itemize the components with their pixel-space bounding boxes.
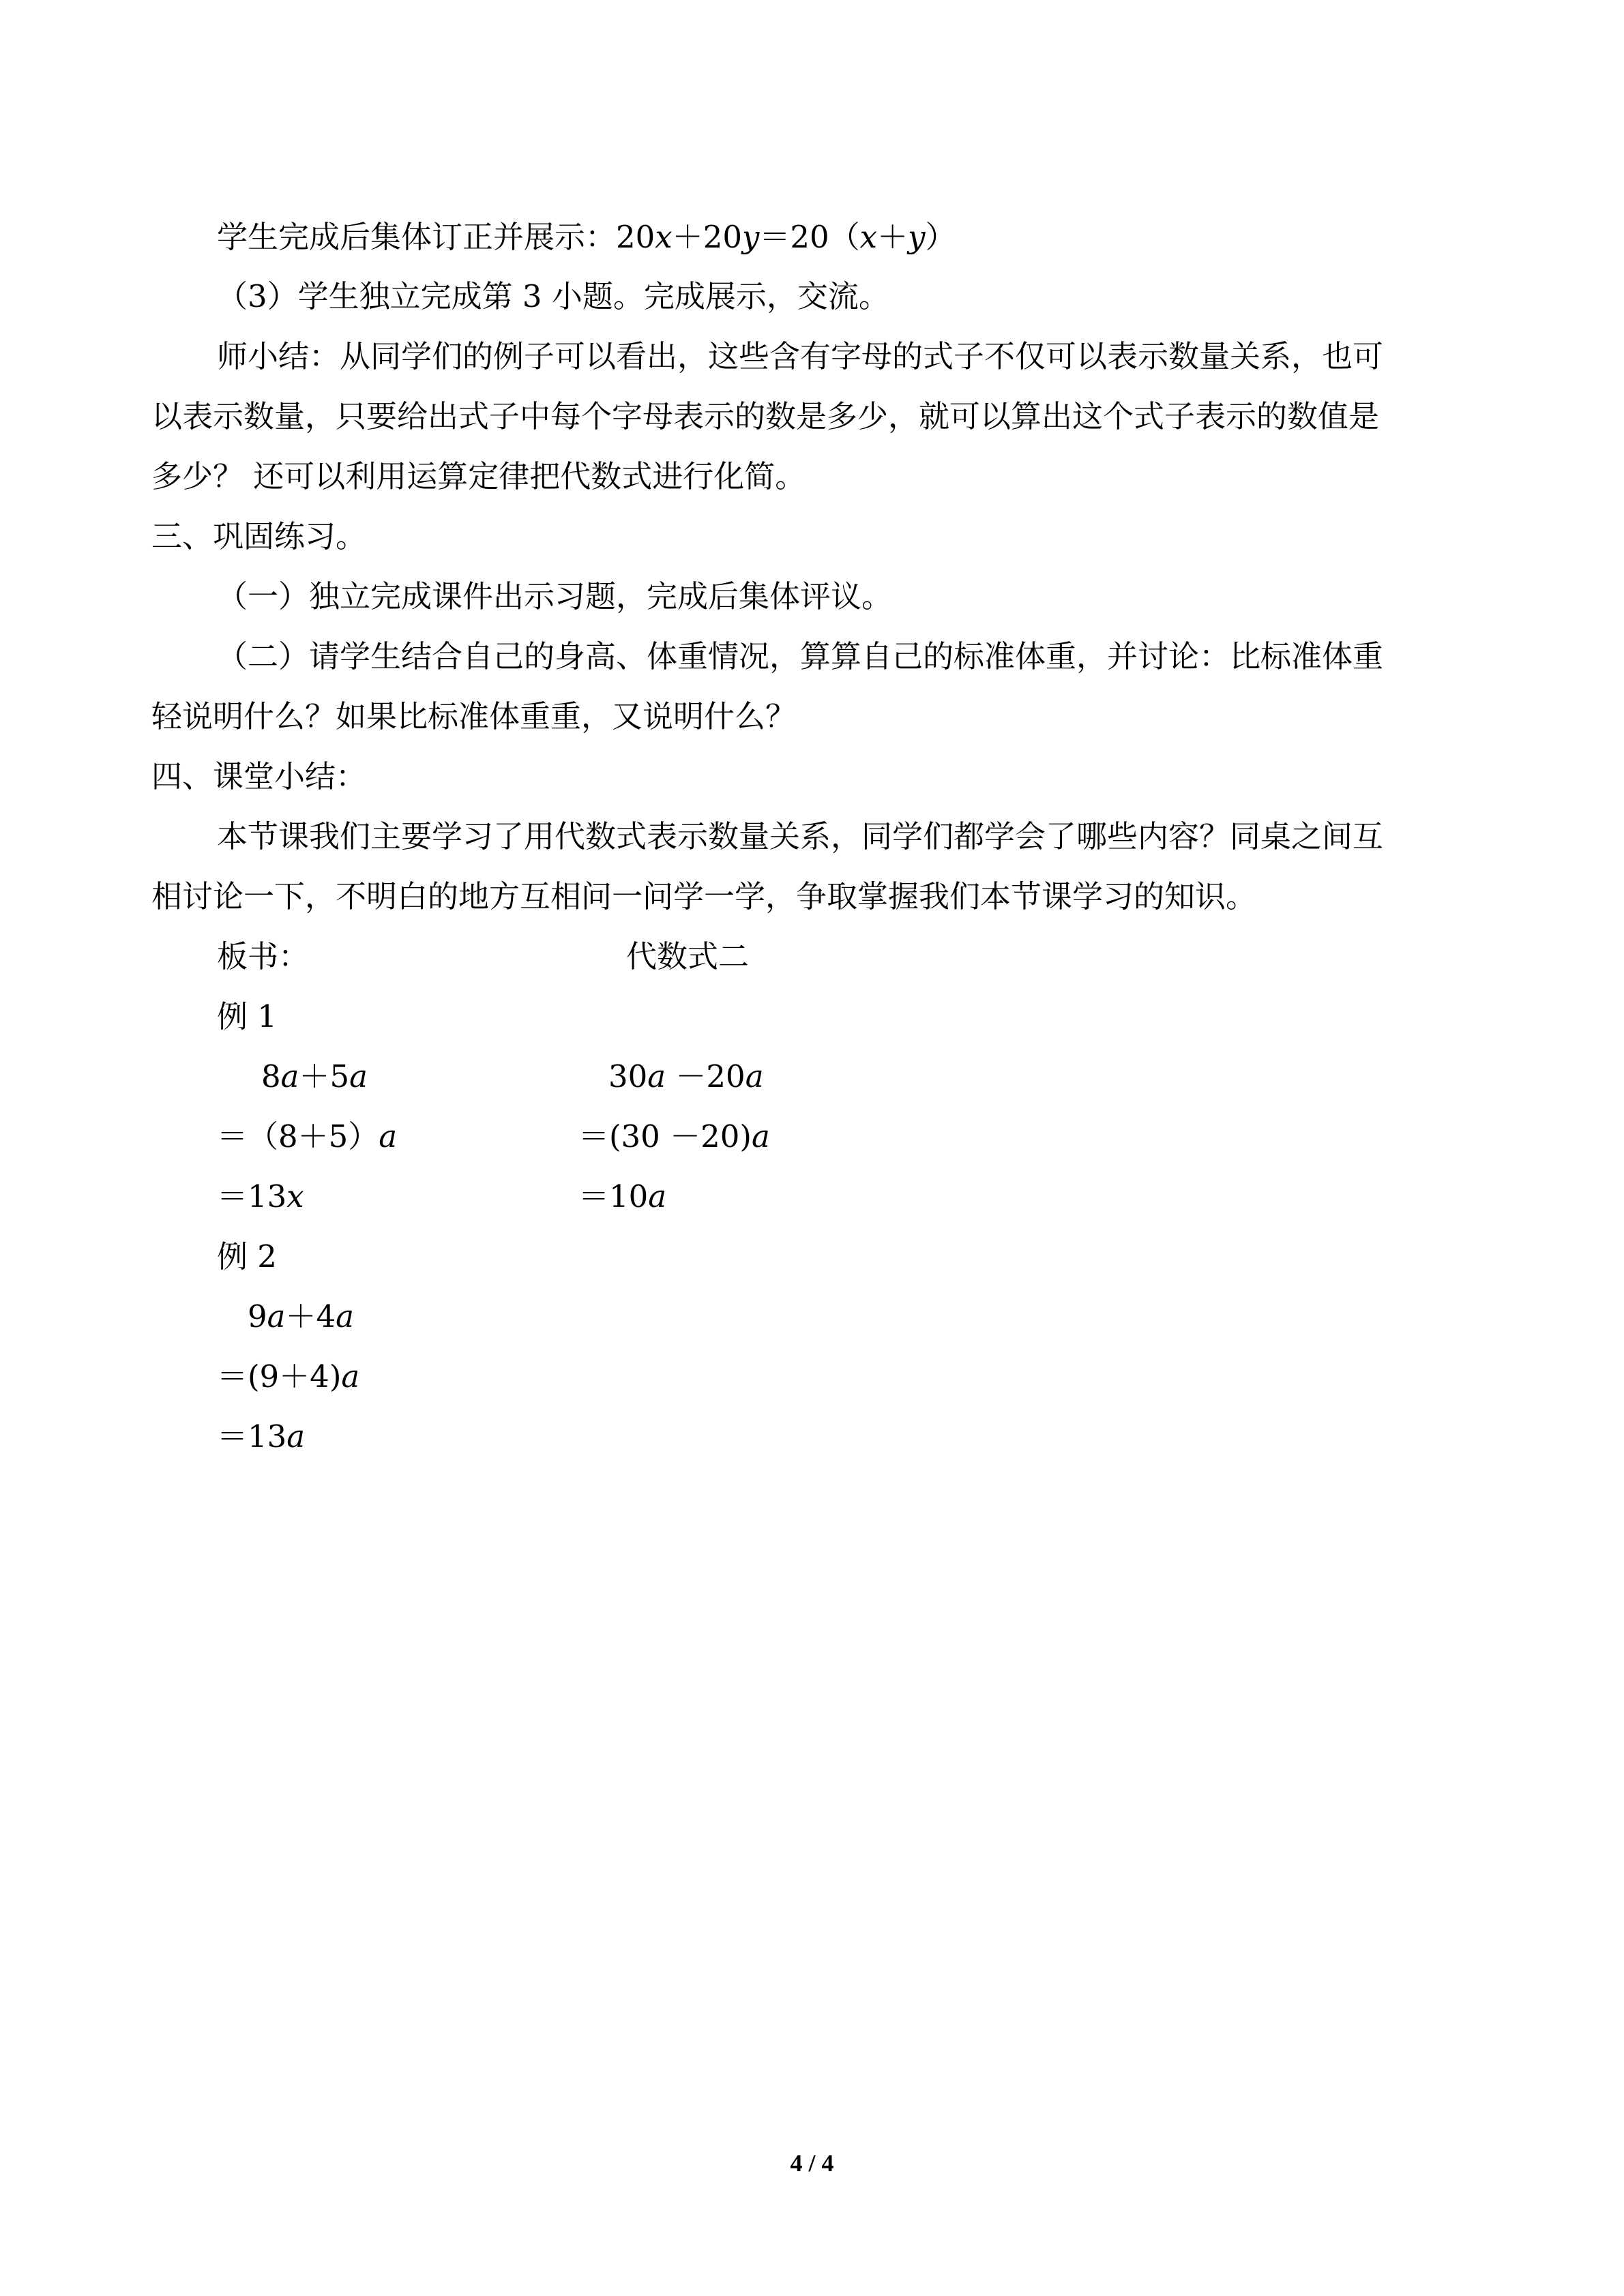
formula-operator: －	[666, 1058, 707, 1094]
formula-operator: ＋	[299, 1058, 330, 1094]
paragraph-summary-line: 相讨论一下，不明白的地方互相问一问学一学，争取掌握我们本节课学习的知识。	[151, 878, 1257, 914]
formula-number: 20	[706, 1058, 745, 1094]
section-heading-practice: 三、巩固练习。	[151, 518, 367, 554]
formula-line	[217, 1356, 359, 1397]
formula-line	[608, 1056, 764, 1097]
formula-line	[578, 1116, 770, 1157]
formula-number: 20（	[790, 219, 860, 255]
formula-line	[217, 1116, 397, 1157]
formula-text: ＝13	[217, 1178, 287, 1214]
formula-variable: x	[859, 219, 878, 255]
formula-paren: ）	[925, 219, 956, 255]
paragraph-summary-line: 本节课我们主要学习了用代数式表示数量关系，同学们都学会了哪些内容？同桌之间互	[217, 818, 1384, 854]
formula-variable: y	[908, 219, 926, 255]
formula-line	[217, 1176, 304, 1217]
paragraph-display-result	[217, 217, 956, 258]
formula-number: 9	[248, 1298, 267, 1335]
board-title: 代数式二	[626, 938, 750, 974]
text-segment: 学生完成后集体订正并展示：	[217, 219, 617, 255]
formula-text: ＝13	[217, 1418, 287, 1455]
formula-variable: a	[280, 1058, 299, 1094]
formula-text: ＝10	[578, 1178, 649, 1214]
formula-variable: a	[751, 1118, 770, 1154]
formula-variable: a	[336, 1298, 354, 1335]
formula-variable: a	[267, 1298, 286, 1335]
paragraph-teacher-summary-line: 师小结：从同学们的例子可以看出，这些含有字母的式子不仅可以表示数量关系，也可	[217, 338, 1384, 374]
formula-variable: a	[286, 1418, 306, 1455]
formula-line	[248, 1296, 354, 1337]
paragraph-teacher-summary-line: 多少？ 还可以利用运算定律把代数式进行化简。	[151, 458, 806, 494]
formula-line	[217, 1416, 305, 1457]
paragraph-practice-2-line: 轻说明什么？如果比标准体重重，又说明什么？	[151, 698, 797, 734]
paragraph-practice-1: （一）独立完成课件出示习题，完成后集体评议。	[217, 578, 893, 614]
formula-text: ＝(30 －20)	[578, 1118, 752, 1154]
formula-number: 20	[703, 219, 742, 255]
formula-line	[578, 1176, 666, 1217]
formula-variable: a	[648, 1178, 667, 1214]
paragraph-teacher-summary-line: 以表示数量，只要给出式子中每个字母表示的数是多少，就可以算出这个式子表示的数值是	[151, 398, 1380, 434]
formula-variable: a	[341, 1358, 360, 1395]
paragraph-item-3: （3）学生独立完成第 3 小题。完成展示，交流。	[217, 278, 889, 314]
example-2-label: 例 2	[217, 1238, 277, 1274]
formula-variable: a	[647, 1058, 666, 1094]
formula-variable: a	[745, 1058, 764, 1094]
section-heading-summary: 四、课堂小结：	[151, 758, 367, 794]
formula-text: ＝（8＋5）	[217, 1118, 379, 1154]
formula-operator: ＋	[672, 219, 703, 255]
formula-text: ＝(9＋4)	[217, 1358, 342, 1395]
formula-operator: ＋	[285, 1298, 316, 1335]
board-label: 板书：	[217, 938, 310, 974]
formula-number: 30	[608, 1058, 648, 1094]
formula-variable: a	[349, 1058, 368, 1094]
example-1-label: 例 1	[217, 998, 277, 1034]
formula-variable: x	[286, 1178, 304, 1214]
formula-variable: a	[379, 1118, 398, 1154]
formula-variable: x	[655, 219, 673, 255]
formula-operator: ＋	[877, 219, 909, 255]
formula-variable: y	[741, 219, 760, 255]
formula-number: 20	[616, 219, 655, 255]
page-number: 4 / 4	[790, 2149, 834, 2177]
formula-line	[261, 1056, 368, 1097]
formula-number: 5	[329, 1058, 350, 1094]
formula-number: 4	[316, 1298, 336, 1335]
formula-operator: ＝	[759, 219, 791, 255]
formula-number: 8	[261, 1058, 281, 1094]
paragraph-practice-2-line: （二）请学生结合自己的身高、体重情况，算算自己的标准体重，并讨论：比标准体重	[217, 638, 1384, 674]
